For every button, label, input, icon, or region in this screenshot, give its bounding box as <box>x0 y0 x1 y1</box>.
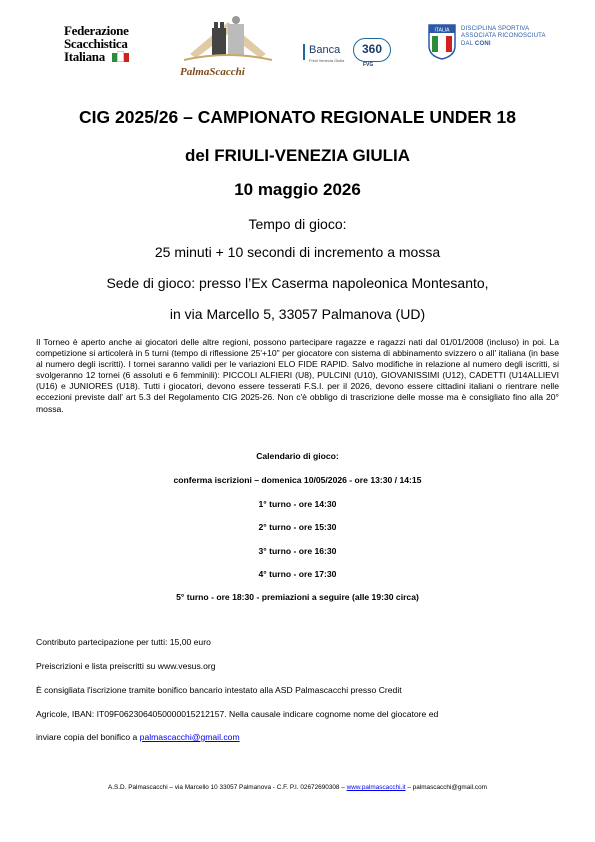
website-link[interactable]: www.palmascacchi.it <box>346 784 406 791</box>
banca360-logo: Banca Friuli Venezia Giulia 360 FVG <box>303 40 391 72</box>
bonifico-text-1: È consigliata l'iscrizione tramite bonifico bancario intestato alla ASD Palmascacchi presso Credit <box>36 685 402 695</box>
italia-shield-icon <box>428 24 456 60</box>
fsi-logo: Federazione Scacchistica Italiana <box>64 23 129 64</box>
logo-header <box>0 14 595 84</box>
calendar-heading: Calendario di gioco: <box>256 451 339 461</box>
flag-red <box>124 53 129 62</box>
calendar-item: 3° turno - ore 16:30 <box>258 546 337 556</box>
contributo-text: Contributo partecipazione per tutti: 15,00 euro <box>36 637 211 647</box>
calendar-item: 2° turno - ore 15:30 <box>258 522 337 532</box>
tempo-label: Tempo di gioco: <box>248 216 347 232</box>
title-line-2: del FRIULI-VENEZIA GIULIA <box>184 146 411 165</box>
footer: A.S.D. Palmascacchi – via Marcello 10 33057 Palmanova - C.F. P.I. 02672690308 – www.palmascacchi.it – palmascacchi@gmail.com <box>107 784 487 791</box>
calendar-item: 1° turno - ore 14:30 <box>258 499 337 509</box>
calendar-item: 5° turno - ore 18:30 - premiazioni a seguire (alle 19:30 circa) <box>176 592 419 602</box>
sede-label: Sede di gioco: presso l’Ex Caserma napoleonica Montesanto, <box>106 275 489 291</box>
bonifico-text-2: Agricole, IBAN: IT09F0623064050000015212157. Nella causale indicare cognome nome del giocatore ed <box>36 709 439 719</box>
event-date: 10 maggio 2026 <box>234 180 361 199</box>
bonifico-text-3: inviare copia del bonifico a palmascacchi@gmail.com <box>36 732 240 742</box>
palmascacchi-name: PalmaScacchi <box>180 66 245 78</box>
email-link[interactable]: palmascacchi@gmail.com <box>139 732 240 742</box>
sede-address: in via Marcello 5, 33057 Palmanova (UD) <box>169 306 426 322</box>
calendar-item: conferma iscrizioni – domenica 10/05/2026 - ore 13:30 / 14:15 <box>173 475 422 485</box>
coni-logo: ITALIA DISCIPLINA SPORTIVA ASSOCIATA RICONOSCIUTA DAL CONI <box>428 24 588 74</box>
svg-text:ITALIA: ITALIA <box>434 27 450 34</box>
preiscrizioni-text: Preiscrizioni e lista preiscritti su www.vesus.org <box>36 661 216 671</box>
tempo-value: 25 minuti + 10 secondi di incremento a mossa <box>154 244 441 260</box>
flag-white <box>117 51 124 62</box>
title-line-1: CIG 2025/26 – CAMPIONATO REGIONALE UNDER 18 <box>79 107 516 127</box>
calendar-item: 4° turno - ore 17:30 <box>258 569 337 579</box>
regulation-paragraph: Il Torneo è aperto anche ai giocatori delle altre regioni, possono partecipare ragazze e ragazzi nati dal 01/01/2008 (incluso) in poi. La competizione si articolerà in 5 turni (tempo di riflessione 25'+10" per giocatore con sistema di abbinamento svizzero o all' italiana (in base al numero degli iscritti). I tornei saranno validi per le variazioni ELO FIDE RAPID. Salvo modifiche in relazione al numero degli iscritti, si svolgeranno 12 tornei (6 assoluti e 6 femminili): PICCOLI ALFIERI (U8), PULCINI (U10), GIOVANISSIMI (U12), CADETTI (U14ALLIEVI (U16) e JUNIORES (U18). Tutti i giocatori, devono essere tesserati F.S.I. per il 2026, devono essere cittadini italiani o rientrare nelle eccezioni previste dall' art 5.3 del Regolamento CIG 2025-26. Non c'è obbligo di trascrizione delle mosse ma è consigliato fino alla 20° mossa. <box>36 337 559 414</box>
